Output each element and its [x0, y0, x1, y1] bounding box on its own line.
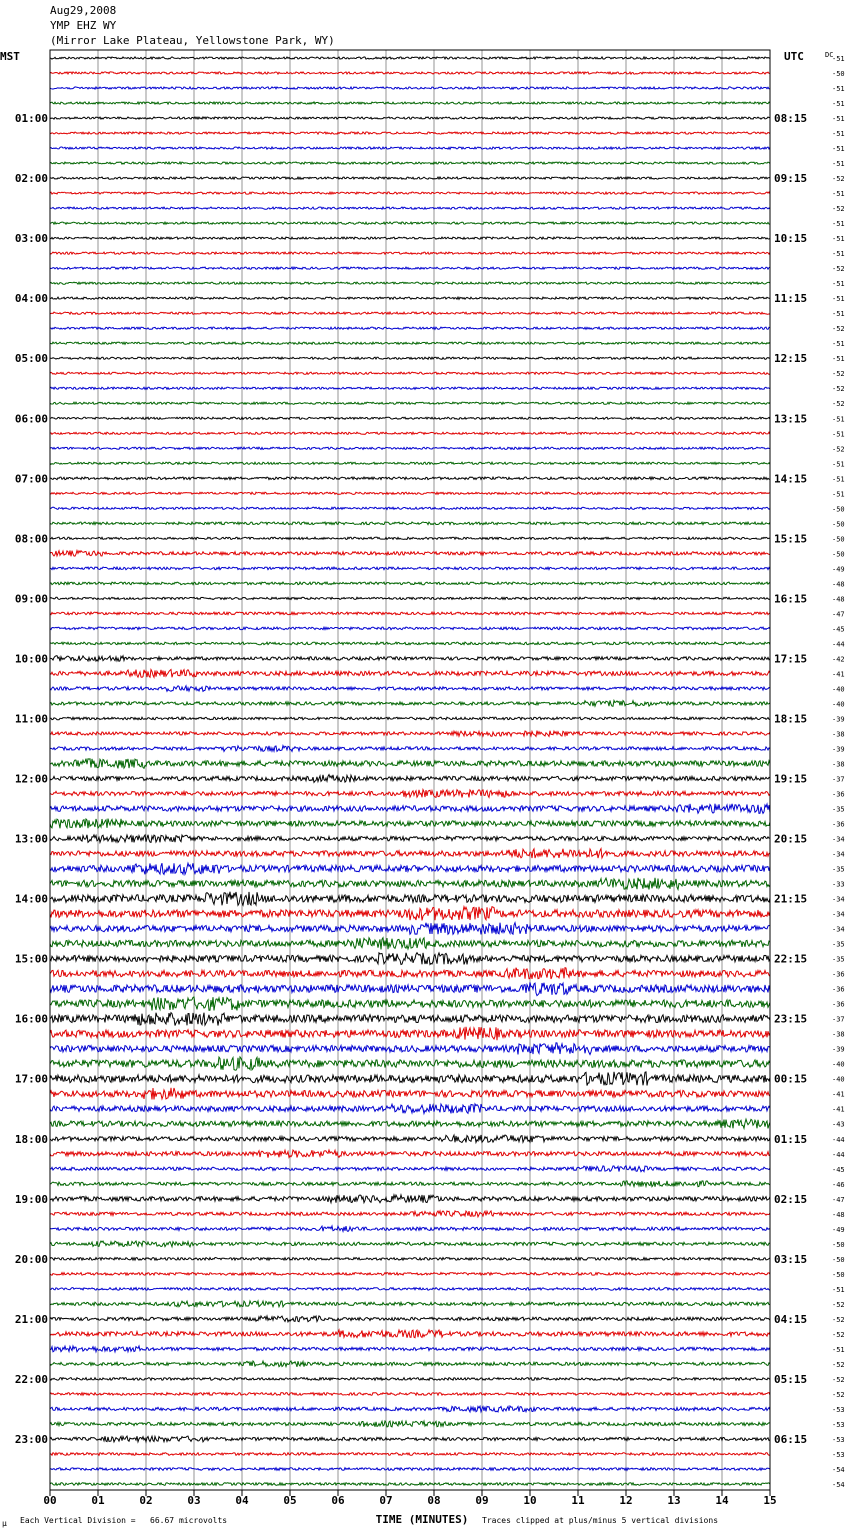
- dc-offset-label: -53: [832, 1405, 845, 1414]
- mst-hour-label: 13:00: [14, 832, 48, 846]
- seismic-trace-row: [50, 597, 770, 599]
- dc-offset-label: -46: [832, 1180, 845, 1189]
- station-code: YMP EHZ WY: [50, 19, 117, 32]
- x-tick-label: 11: [571, 1494, 585, 1507]
- dc-offset-label: -35: [832, 940, 845, 949]
- dc-offset-label: -52: [832, 370, 845, 379]
- dc-offset-label: -52: [832, 400, 845, 409]
- dc-offset-label: -40: [832, 1075, 845, 1084]
- utc-hour-label: 18:15: [774, 712, 808, 726]
- dc-offset-label: -51: [832, 355, 845, 364]
- seismic-trace-row: [50, 1013, 770, 1026]
- dc-offset-label: -50: [832, 505, 845, 514]
- dc-offset-label: -34: [832, 925, 845, 934]
- dc-offset-label: -35: [832, 955, 845, 964]
- seismic-trace-row: [50, 804, 770, 814]
- dc-offset-label: -51: [832, 100, 845, 109]
- vertical-scale-note: Each Vertical Division = 66.67 microvolts: [20, 1516, 228, 1525]
- seismic-trace-row: [50, 656, 770, 662]
- utc-hour-label: 02:15: [774, 1192, 808, 1206]
- mst-timezone-label: MST: [0, 50, 20, 63]
- dc-offset-label: -52: [832, 445, 845, 454]
- dc-offset-label: -51: [832, 310, 845, 319]
- seismic-trace-row: [50, 997, 770, 1010]
- seismic-trace-row: [50, 1211, 770, 1217]
- utc-hour-label: 15:15: [774, 532, 808, 546]
- seismic-trace-row: [50, 567, 770, 570]
- seismic-trace-row: [50, 642, 770, 645]
- mst-hour-label: 08:00: [14, 532, 48, 546]
- dc-offset-label: -52: [832, 265, 845, 274]
- dc-offset-label: -35: [832, 805, 845, 814]
- dc-offset-label: -34: [832, 910, 845, 919]
- dc-offset-label: -39: [832, 1045, 845, 1054]
- dc-offset-label: -42: [832, 655, 845, 664]
- dc-offset-label: -52: [832, 1390, 845, 1399]
- dc-offset-label: -51: [832, 160, 845, 169]
- seismic-trace-row: [50, 312, 770, 314]
- dc-offset-label: -48: [832, 1210, 845, 1219]
- seismic-trace-row: [50, 507, 770, 509]
- seismic-trace-row: [50, 1453, 770, 1456]
- seismic-trace-row: [50, 87, 770, 89]
- seismic-trace-row: [50, 759, 770, 769]
- x-tick-label: 14: [715, 1494, 729, 1507]
- seismic-trace-row: [50, 327, 770, 329]
- seismic-trace-row: [50, 1288, 770, 1291]
- dc-offset-label: -37: [832, 1015, 845, 1024]
- seismic-trace-row: [50, 162, 770, 164]
- dc-offset-label: -50: [832, 535, 845, 544]
- x-tick-label: 04: [235, 1494, 249, 1507]
- seismic-trace-row: [50, 1027, 770, 1040]
- utc-hour-label: 00:15: [774, 1072, 808, 1086]
- usgs-corner-mark: μ: [2, 1519, 7, 1528]
- utc-timezone-label: UTC: [784, 50, 804, 63]
- seismic-trace-row: [50, 612, 770, 615]
- mst-hour-label: 22:00: [14, 1372, 48, 1386]
- mst-hour-label: 18:00: [14, 1132, 48, 1146]
- seismic-trace-row: [50, 923, 770, 935]
- utc-hour-label: 10:15: [774, 232, 808, 246]
- dc-offset-label: -51: [832, 295, 845, 304]
- utc-hour-label: 16:15: [774, 592, 808, 606]
- seismic-trace-row: [50, 551, 770, 557]
- seismic-trace-row: [50, 1436, 770, 1442]
- dc-offset-label: -40: [832, 700, 845, 709]
- seismic-trace-row: [50, 372, 770, 374]
- seismic-trace-row: [50, 492, 770, 494]
- dc-offset-label: -52: [832, 175, 845, 184]
- seismic-trace-row: [50, 117, 770, 119]
- utc-hour-label: 05:15: [774, 1372, 808, 1386]
- seismic-trace-row: [50, 537, 770, 539]
- dc-offset-label: -35: [832, 865, 845, 874]
- utc-hour-label: 12:15: [774, 352, 808, 366]
- mst-hour-label: 03:00: [14, 232, 48, 246]
- dc-offset-label: -40: [832, 1060, 845, 1069]
- seismic-trace-row: [50, 1406, 770, 1412]
- dc-offset-label: -52: [832, 325, 845, 334]
- dc-offset-label: -36: [832, 820, 845, 829]
- seismic-trace-row: [50, 953, 770, 965]
- seismic-trace-row: [50, 147, 770, 149]
- utc-hour-label: 04:15: [774, 1312, 808, 1326]
- mst-hour-label: 02:00: [14, 172, 48, 186]
- utc-hour-label: 14:15: [774, 472, 808, 486]
- dc-offset-label: -41: [832, 670, 845, 679]
- seismic-trace-row: [50, 252, 770, 254]
- utc-hour-label: 01:15: [774, 1132, 808, 1146]
- dc-offset-label: -41: [832, 1105, 845, 1114]
- seismic-trace-row: [50, 746, 770, 752]
- seismic-trace-row: [50, 1361, 770, 1367]
- seismic-trace-row: [50, 1273, 770, 1276]
- dc-offset-label: -53: [832, 1450, 845, 1459]
- seismic-trace-row: [50, 907, 770, 921]
- seismic-trace-row: [50, 192, 770, 194]
- x-tick-label: 05: [283, 1494, 297, 1507]
- dc-offset-label: -47: [832, 610, 845, 619]
- dc-offset-label: -44: [832, 1135, 845, 1144]
- seismic-trace-row: [50, 432, 770, 434]
- seismic-trace-row: [50, 701, 770, 707]
- dc-offset-label: -36: [832, 1000, 845, 1009]
- mst-hour-label: 20:00: [14, 1252, 48, 1266]
- dc-offset-label: -34: [832, 895, 845, 904]
- utc-hour-label: 09:15: [774, 172, 808, 186]
- dc-offset-label: -51: [832, 1345, 845, 1354]
- seismic-trace-row: [50, 1150, 770, 1158]
- dc-offset-label: -52: [832, 1360, 845, 1369]
- dc-offset-label: -51: [832, 490, 845, 499]
- mst-hour-label: 16:00: [14, 1012, 48, 1026]
- dc-offset-label: -50: [832, 520, 845, 529]
- utc-hour-label: 20:15: [774, 832, 808, 846]
- dc-offset-label: -44: [832, 640, 845, 649]
- mst-hour-label: 09:00: [14, 592, 48, 606]
- seismic-trace-row: [50, 1226, 770, 1231]
- dc-offset-label: -47: [832, 1195, 845, 1204]
- dc-offset-label: -52: [832, 1330, 845, 1339]
- mst-hour-label: 21:00: [14, 1312, 48, 1326]
- x-tick-label: 01: [91, 1494, 105, 1507]
- seismic-trace-row: [50, 357, 770, 359]
- seismic-trace-row: [50, 417, 770, 419]
- utc-hour-label: 06:15: [774, 1432, 808, 1446]
- dc-offset-label: -54: [832, 1481, 845, 1489]
- mst-hour-label: 07:00: [14, 472, 48, 486]
- seismic-trace-row: [50, 835, 770, 843]
- dc-offset-label: -52: [832, 1375, 845, 1384]
- dc-offset-label: -53: [832, 1435, 845, 1444]
- utc-hour-label: 13:15: [774, 412, 808, 426]
- dc-offset-label: -52: [832, 205, 845, 214]
- dc-offset-label: -49: [832, 1225, 845, 1234]
- seismic-trace-row: [50, 57, 770, 59]
- dc-offset-label: -51: [832, 145, 845, 154]
- mst-hour-label: 01:00: [14, 112, 48, 126]
- seismic-trace-row: [50, 790, 770, 798]
- dc-offset-label: -52: [832, 1315, 845, 1324]
- utc-hour-label: 22:15: [774, 952, 808, 966]
- seismic-trace-row: [50, 982, 770, 995]
- seismic-trace-row: [50, 447, 770, 449]
- dc-offset-label: -51: [832, 220, 845, 229]
- dc-offset-label: -36: [832, 790, 845, 799]
- dc-offset-label: -50: [832, 1255, 845, 1264]
- x-tick-label: 09: [475, 1494, 489, 1507]
- dc-offset-label: -39: [832, 715, 845, 724]
- dc-offset-label: -36: [832, 985, 845, 994]
- seismic-trace-row: [50, 1195, 770, 1203]
- mst-hour-label: 23:00: [14, 1432, 48, 1446]
- dc-offset-label: -50: [832, 70, 845, 79]
- dc-offset-label: -50: [832, 1240, 845, 1249]
- seismic-trace-row: [50, 1483, 770, 1486]
- utc-hour-label: 08:15: [774, 112, 808, 126]
- mst-hour-label: 10:00: [14, 652, 48, 666]
- seismic-trace-row: [50, 522, 770, 525]
- seismic-trace-row: [50, 102, 770, 104]
- dc-offset-label: -51: [832, 115, 845, 124]
- seismic-trace-row: [50, 1346, 770, 1352]
- seismic-trace-row: [50, 849, 770, 858]
- dc-offset-label: -51: [832, 430, 845, 439]
- clipping-note: Traces clipped at plus/minus 5 vertical divisions: [482, 1516, 719, 1525]
- dc-offset-label: -38: [832, 1030, 845, 1039]
- dc-offset-label: -48: [832, 595, 845, 604]
- mst-hour-label: 19:00: [14, 1192, 48, 1206]
- seismic-trace-row: [50, 222, 770, 224]
- seismic-trace-row: [50, 342, 770, 344]
- seismic-trace-row: [50, 717, 770, 720]
- seismic-trace-row: [50, 297, 770, 299]
- seismic-trace-row: [50, 670, 770, 678]
- seismic-trace-row: [50, 387, 770, 389]
- seismic-trace-row: [50, 1258, 770, 1261]
- seismic-trace-row: [50, 177, 770, 179]
- dc-offset-label: -50: [832, 550, 845, 559]
- seismic-trace-row: [50, 582, 770, 585]
- x-tick-label: 02: [139, 1494, 153, 1507]
- seismic-trace-row: [50, 686, 770, 692]
- x-tick-label: 03: [187, 1494, 201, 1507]
- dc-offset-label: -51: [832, 235, 845, 244]
- dc-offset-label: -37: [832, 775, 845, 784]
- seismic-trace-row: [50, 1316, 770, 1322]
- seismic-trace-row: [50, 863, 770, 874]
- dc-column-label: DC: [825, 51, 834, 59]
- seismic-trace-row: [50, 207, 770, 209]
- dc-offset-label: -52: [832, 1300, 845, 1309]
- seismic-trace-row: [50, 132, 770, 134]
- seismic-trace-row: [50, 1043, 770, 1055]
- dc-offset-label: -39: [832, 745, 845, 754]
- utc-hour-label: 17:15: [774, 652, 808, 666]
- x-axis-title: TIME (MINUTES): [375, 1513, 469, 1526]
- seismic-trace-row: [50, 1057, 770, 1070]
- dc-offset-label: -51: [832, 475, 845, 484]
- mst-hour-label: 11:00: [14, 712, 48, 726]
- seismic-trace-row: [50, 477, 770, 480]
- dc-offset-label: -34: [832, 850, 845, 859]
- seismic-trace-row: [50, 1104, 770, 1114]
- station-location: (Mirror Lake Plateau, Yellowstone Park, WY): [50, 34, 335, 47]
- utc-hour-label: 03:15: [774, 1252, 808, 1266]
- utc-hour-label: 21:15: [774, 892, 808, 906]
- utc-hour-label: 19:15: [774, 772, 808, 786]
- dc-offset-label: -50: [832, 1270, 845, 1279]
- x-tick-label: 06: [331, 1494, 345, 1507]
- dc-offset-label: -34: [832, 835, 845, 844]
- x-tick-label: 15: [763, 1494, 777, 1507]
- dc-offset-label: -43: [832, 1120, 845, 1129]
- seismic-trace-row: [50, 1088, 770, 1100]
- dc-offset-label: -51: [832, 85, 845, 94]
- seismic-trace-row: [50, 968, 770, 979]
- seismic-trace-row: [50, 627, 770, 630]
- dc-offset-label: -51: [832, 190, 845, 199]
- seismic-trace-row: [50, 402, 770, 404]
- seismic-trace-row: [50, 1468, 770, 1471]
- dc-offset-label: -38: [832, 760, 845, 769]
- dc-offset-label: -36: [832, 970, 845, 979]
- seismic-trace-row: [50, 775, 770, 783]
- seismic-trace-row: [50, 1119, 770, 1128]
- mst-hour-label: 14:00: [14, 892, 48, 906]
- seismic-trace-row: [50, 1241, 770, 1247]
- mst-hour-label: 17:00: [14, 1072, 48, 1086]
- dc-offset-label: -51: [832, 415, 845, 424]
- seismic-trace-row: [50, 1166, 770, 1172]
- dc-offset-label: -45: [832, 1165, 845, 1174]
- seismic-trace-row: [50, 282, 770, 284]
- dc-offset-label: -53: [832, 1420, 845, 1429]
- dc-offset-label: -40: [832, 685, 845, 694]
- dc-offset-label: -41: [832, 1090, 845, 1099]
- dc-offset-label: -51: [832, 55, 845, 63]
- seismic-trace-row: [50, 237, 770, 239]
- seismic-trace-row: [50, 267, 770, 269]
- dc-offset-label: -44: [832, 1150, 845, 1159]
- dc-offset-label: -51: [832, 1285, 845, 1294]
- seismic-trace-row: [50, 1072, 770, 1086]
- dc-offset-label: -38: [832, 730, 845, 739]
- seismic-trace-row: [50, 1301, 770, 1307]
- mst-hour-label: 04:00: [14, 292, 48, 306]
- utc-hour-label: 11:15: [774, 292, 808, 306]
- mst-hour-label: 15:00: [14, 952, 48, 966]
- seismic-trace-row: [50, 1135, 770, 1143]
- seismic-trace-row: [50, 1181, 770, 1187]
- x-tick-label: 07: [379, 1494, 393, 1507]
- seismic-trace-row: [50, 72, 770, 74]
- dc-offset-label: -52: [832, 385, 845, 394]
- dc-offset-label: -51: [832, 340, 845, 349]
- mst-hour-label: 06:00: [14, 412, 48, 426]
- seismic-trace-row: [50, 462, 770, 464]
- dc-offset-label: -54: [832, 1465, 845, 1474]
- mst-hour-label: 12:00: [14, 772, 48, 786]
- x-tick-label: 08: [427, 1494, 441, 1507]
- seismic-trace-row: [50, 1393, 770, 1396]
- dc-offset-label: -45: [832, 625, 845, 634]
- seismic-trace-row: [50, 819, 770, 829]
- dc-offset-label: -51: [832, 280, 845, 289]
- record-date: Aug29,2008: [50, 4, 117, 17]
- seismic-trace-row: [50, 938, 770, 950]
- seismic-trace-row: [50, 1378, 770, 1381]
- seismic-trace-row: [50, 731, 770, 737]
- dc-offset-label: -51: [832, 130, 845, 139]
- dc-offset-label: -49: [832, 565, 845, 574]
- dc-offset-label: -48: [832, 580, 845, 589]
- seismic-trace-row: [50, 1330, 770, 1338]
- x-tick-label: 13: [667, 1494, 681, 1507]
- mst-hour-label: 05:00: [14, 352, 48, 366]
- dc-offset-label: -51: [832, 250, 845, 259]
- dc-offset-label: -51: [832, 460, 845, 469]
- x-tick-label: 12: [619, 1494, 633, 1507]
- x-tick-label: 10: [523, 1494, 537, 1507]
- seismic-trace-row: [50, 892, 770, 906]
- dc-offset-label: -33: [832, 880, 845, 889]
- seismic-trace-row: [50, 1421, 770, 1427]
- utc-hour-label: 23:15: [774, 1012, 808, 1026]
- x-tick-label: 00: [43, 1494, 57, 1507]
- seismic-trace-row: [50, 878, 770, 890]
